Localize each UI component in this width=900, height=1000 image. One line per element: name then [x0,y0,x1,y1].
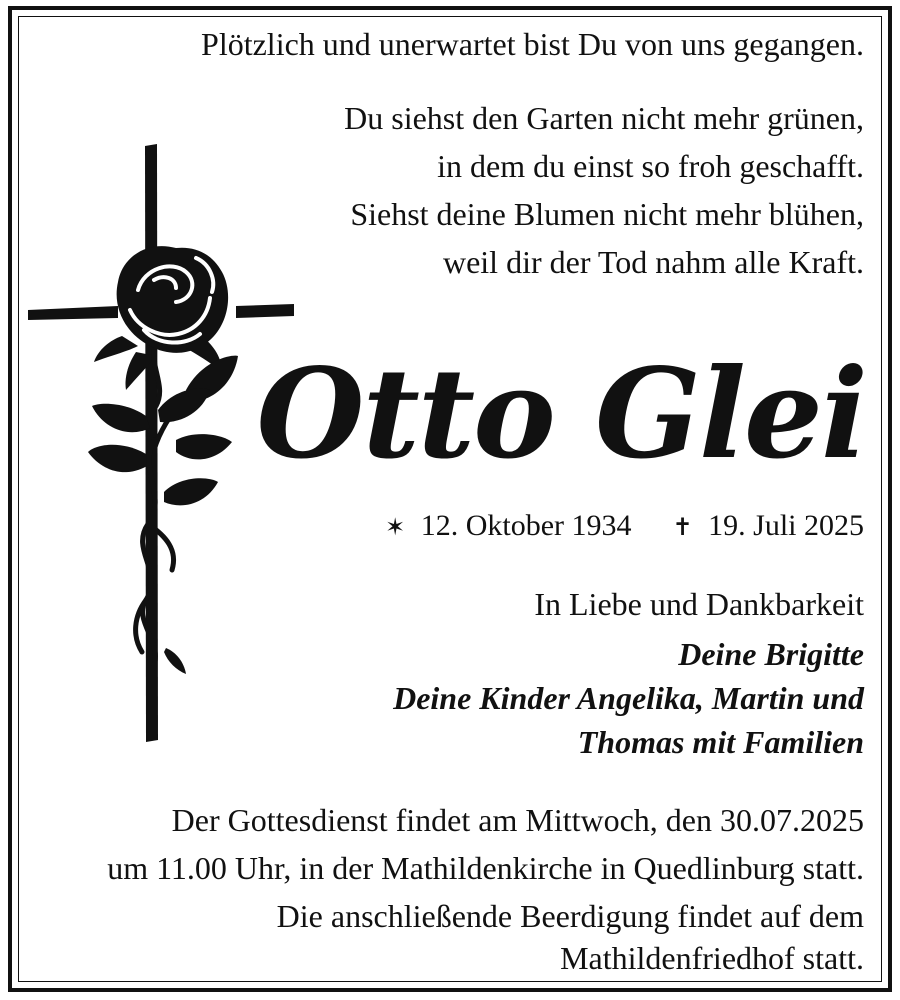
mourner-line: Deine Kinder Angelika, Martin und [393,680,864,716]
poem-line: Du siehst den Garten nicht mehr grünen, [344,100,864,136]
mourners-intro: In Liebe und Dankbarkeit [534,586,864,622]
deceased-name: Otto Glei [256,342,866,487]
death-cross-icon: ✝ [672,515,693,541]
service-line: Mathildenfriedhof statt. [560,940,864,976]
poem-line: in dem du einst so froh geschafft. [437,148,864,184]
poem-intro: Plötzlich und unerwartet bist Du von uns gegangen. [201,26,864,62]
service-line: Die anschließende Beerdigung findet auf dem [276,898,864,934]
mourner-line: Deine Brigitte [678,636,864,672]
birth-star-icon: ✶ [385,515,406,541]
poem-line: Siehst deine Blumen nicht mehr blühen, [350,196,864,232]
service-line: Der Gottesdienst findet am Mittwoch, den 30.07.2025 [171,802,864,838]
mourner-line: Thomas mit Familien [577,724,864,760]
life-dates [385,508,864,546]
service-line: um 11.00 Uhr, in der Mathildenkirche in Quedlinburg statt. [107,850,864,886]
death-date: 19. Juli 2025 [708,509,864,542]
poem-line: weil dir der Tod nahm alle Kraft. [442,244,864,280]
birth-date: 12. Oktober 1934 [420,509,632,542]
